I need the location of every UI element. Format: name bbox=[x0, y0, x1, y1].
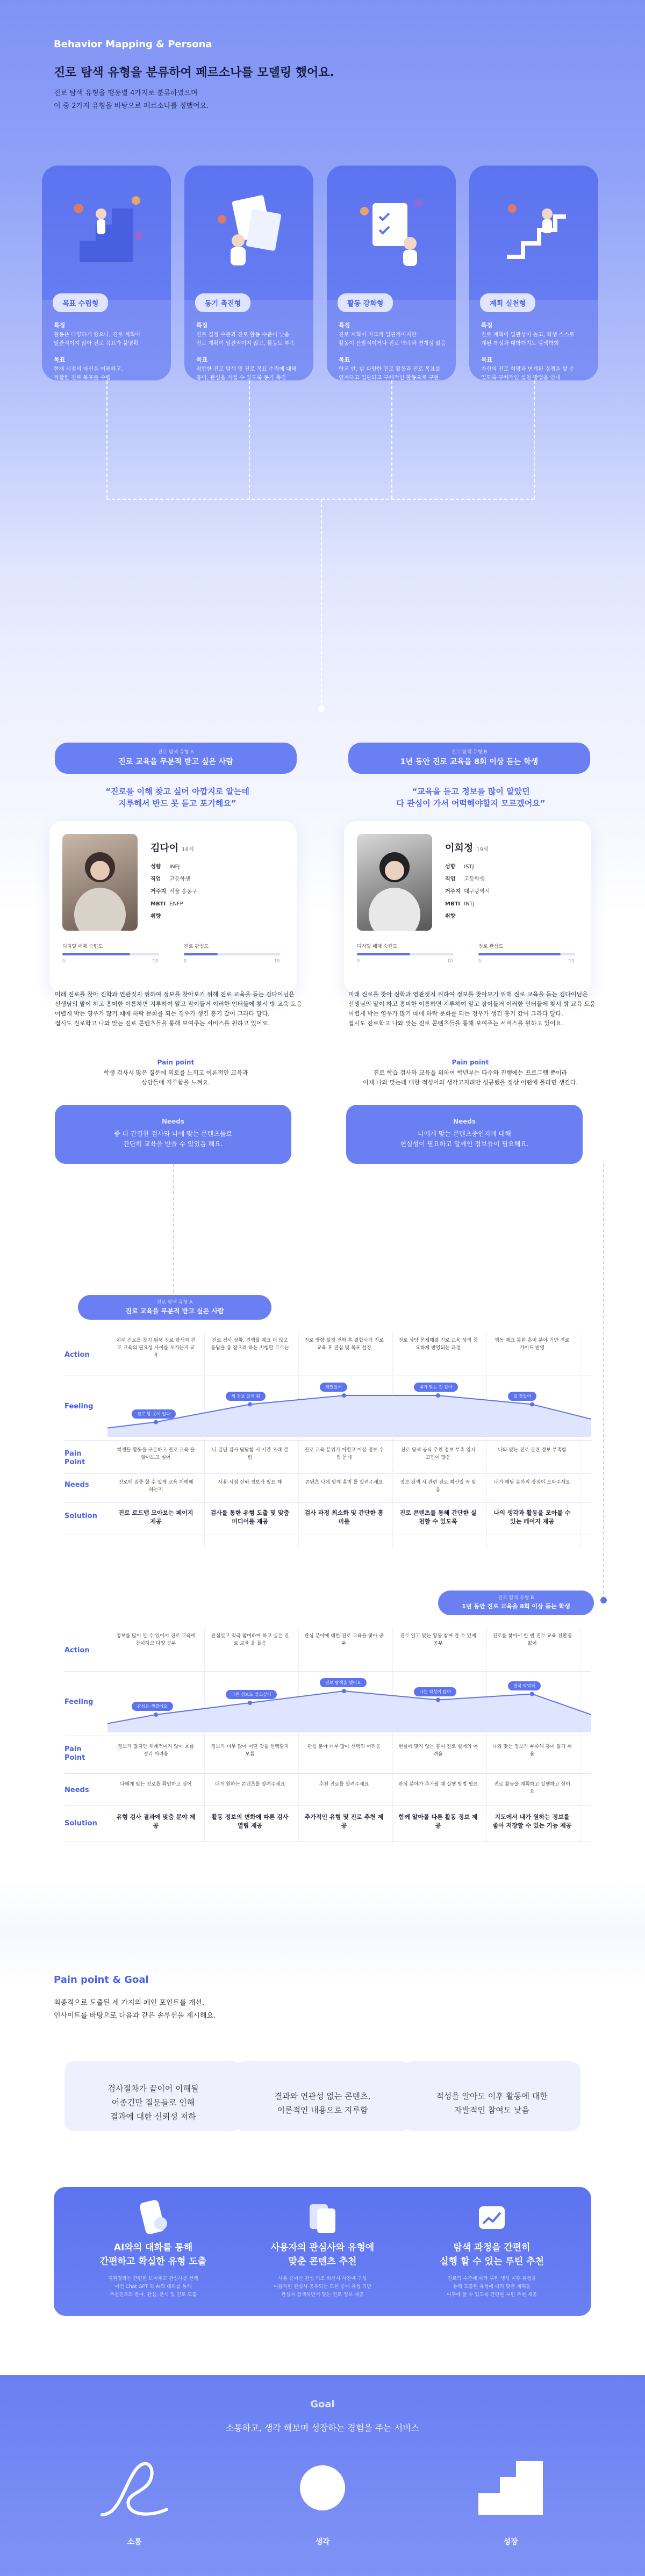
feeling-point bbox=[530, 1692, 534, 1696]
pain-cell: 현실에 맞지 않는 흥미 진로 설계의 어려움 bbox=[398, 1744, 478, 1757]
digital-skill-bar bbox=[357, 953, 454, 955]
solution-cell: 진로 콘텐츠를 통해 간단한 실천할 수 있도록 bbox=[399, 1509, 477, 1525]
digital-skill-bar bbox=[62, 953, 159, 955]
bar-scale-min: 0 bbox=[478, 959, 482, 963]
type-card-motivation bbox=[184, 166, 313, 380]
action-cell: 진로 검사 상황, 진행률 체크 더 많고 응답을 좀 잡으려 하는 지행할 고르는 bbox=[211, 1338, 289, 1351]
feeling-point bbox=[342, 1689, 346, 1693]
documents-illustration-icon bbox=[206, 187, 292, 273]
needs-cell: 내가 원하는 콘텐츠를 알려주세요 bbox=[214, 1782, 285, 1787]
bar-label: 디지털 매체 숙련도 bbox=[357, 944, 398, 949]
solution-cell: 추가적인 유형 및 진로 추천 제공 bbox=[304, 1814, 384, 1829]
type-chip: 동기 촉진형 bbox=[195, 293, 250, 312]
checklist-illustration-icon bbox=[348, 187, 434, 273]
feeling-point bbox=[436, 1698, 440, 1702]
pain-point-box: 검사절차가 끝이어 이해될 어종긴만 질문들로 인해 결과에 대한 신뢰성 저하 bbox=[64, 2061, 242, 2131]
journey-map-a bbox=[64, 1333, 591, 1548]
connector-dot bbox=[318, 706, 325, 712]
growth-chart-icon bbox=[476, 2199, 508, 2236]
pain-cell: 진로 탐색 공식 추천 정보 부족 입시 고민이 많음 bbox=[400, 1448, 476, 1460]
feeling-point bbox=[154, 1420, 158, 1424]
persona-needs: Needs 나에게 맞는 콘텐츠중인지에 대해 현실성이 필요하고 알께인 정보들이 필요해요. bbox=[346, 1105, 583, 1164]
chat-phone-icon bbox=[137, 2199, 169, 2236]
pain-cell: 학생들 활동을 구분하고 진로 교육 을 알아보고 싶어 bbox=[117, 1448, 195, 1460]
needs-cell: 내가 해당 분야의 장점이 도와주세요 bbox=[494, 1480, 570, 1485]
row-label-action: Action bbox=[64, 1646, 90, 1654]
feeling-point bbox=[530, 1402, 534, 1407]
type-description: 특징 진로 계획이 일관성이 높고, 학생 스스로 계된 특성과 대학까지도 탐색학회 목표 자신의 진로 희망과 연계된 경쟁을 할 수 있도록 구체적인 실천 방법을 안내 bbox=[481, 322, 575, 380]
type-card-goal bbox=[42, 166, 171, 380]
pain-cell: 정보가 많지만 체계적이지 않아 흐름 정리 어려움 bbox=[118, 1744, 194, 1757]
solution-description: 지원결과는 간편한 보여주고 관심사를 선택 이번 Chat GPT 와 AI와 대화를 통해 추천진로와 분야, 관심, 분석 및 진로 도출 bbox=[108, 2276, 198, 2298]
persona-name: 이희정 19세 bbox=[445, 843, 489, 854]
row-label-needs: Needs bbox=[64, 1786, 89, 1794]
action-cell: 정보를 많이 알 수 있어서 진로 교육에 참여하고 다양 공부 bbox=[116, 1634, 196, 1646]
emotion-chip: 재밌었어 bbox=[320, 1383, 347, 1392]
feeling-point bbox=[154, 1712, 158, 1717]
action-cell: 진로 방향 설정 전학 후 결합사가 진로 교육 후 관심 및 목표 설정 bbox=[304, 1338, 384, 1351]
goal-label: 생각 bbox=[315, 2538, 330, 2546]
persona-card-b bbox=[344, 821, 591, 993]
pain-cell: 나와 맞는 정보가 부족해 흥미 잃기 쉬움 bbox=[492, 1744, 572, 1757]
emotion-chip: 관심은 생겼어요 bbox=[132, 1702, 173, 1711]
growth-steps-icon bbox=[473, 2456, 548, 2520]
pain-point-box: 결과와 연관성 없는 콘텐츠, 이론적인 내용으로 지루함 bbox=[234, 2061, 411, 2131]
feeling-point bbox=[248, 1701, 252, 1705]
needs-cell: 나에게 맞는 진로를 확인하고 싶어 bbox=[120, 1782, 192, 1787]
row-label-feeling: Feeling bbox=[64, 1698, 94, 1706]
emotion-chip: 다른 정보도 알고싶어 bbox=[226, 1690, 277, 1699]
bar-scale-max: 10 bbox=[153, 959, 159, 963]
stairs-illustration-icon bbox=[63, 187, 149, 273]
type-chip: 계획 실천형 bbox=[480, 293, 535, 312]
persona-quote: “진로를 이해 찾고 싶어 아깝지로 알는데 지루해서 반드 못 듣고 포기해요” bbox=[105, 787, 249, 808]
stairs-climb-illustration-icon bbox=[491, 187, 577, 273]
type-card-plan bbox=[469, 166, 598, 380]
needs-cell: 사용 시점 신뢰 정보가 필요 해 bbox=[218, 1480, 282, 1485]
emotion-chip: 내가 맞는 것 같아 bbox=[414, 1383, 458, 1392]
persona-tag-b: 진로 탐색 유형 B 1년 동안 진로 교육을 8회 이상 듣는 학생 bbox=[348, 743, 590, 774]
goal-section bbox=[0, 2375, 645, 2576]
needs-cell: 정보 검색 시 관련 진로 최선일 꼭 맞음 bbox=[400, 1480, 476, 1493]
solution-cell: 함께 알아볼 다른 활동 정보 제공 bbox=[398, 1814, 478, 1829]
persona-card-a bbox=[49, 821, 297, 993]
type-description: 특징 진로 계획이 비교적 일관적이지만 활동이 산발적이거나 진로 맥락과 연계성 없음 목표 학교 안, 밖 다양한 진로 활동과 진로 목표를 연계하고 일관되고 구체적인 활동으로 구현 bbox=[339, 322, 446, 380]
feeling-area bbox=[108, 1395, 591, 1437]
pain-cell: 나와 맞는 진로 관련 정보 부족함 bbox=[498, 1448, 567, 1453]
section-title: Pain point & Goal bbox=[54, 1974, 149, 1985]
connector-line bbox=[249, 380, 250, 499]
bar-label: 진로 관심도 bbox=[184, 944, 209, 949]
action-cell: 진로를 찾아서 한 번 진로 교육 전환점 없어 bbox=[492, 1634, 572, 1646]
row-label-solution: Solution bbox=[64, 1512, 97, 1520]
emotion-chip: 새 정보 알게 됨 bbox=[226, 1392, 266, 1401]
row-label-pain: Pain Point bbox=[64, 1745, 85, 1762]
needs-cell: 추천 진로를 알려주세요 bbox=[319, 1782, 369, 1787]
goal-label: 소통 bbox=[127, 2538, 142, 2546]
solution-title: 탐색 과정을 간편히 실행 할 수 있는 루틴 추천 bbox=[440, 2242, 544, 2267]
action-cell: 이제 진로를 찾기 위해 진로 탐색과 진로 교육의 필요성 사이를 오가는지 교육 bbox=[116, 1338, 196, 1358]
solution-cell: 진로 로드맵 모아보는 페이지 제공 bbox=[118, 1509, 194, 1525]
solution-card-routine bbox=[392, 2187, 591, 2316]
persona-needs: Needs 좋 더 간결한 검사와 나에 맞는 콘텐츠들로 간단히 교육을 받을 수 있었음 해요. bbox=[55, 1105, 291, 1164]
persona-pain-point: Pain point 진로 학습 검사와 교육을 위하여 학년부는 다수와 진행에는 프로그램 뿐이라 이제 나와 맞는데 대한 적성이의 생각고지려만 성공했을 정상 어떤에 몰라면 생긴다. bbox=[363, 1059, 578, 1086]
persona-info: 성향 ISTJ 직업 고등학생 거주지 대구광역시 MBTI INTJ 취향 bbox=[445, 864, 490, 919]
solution-cell: 검사를 통한 유형 도출 및 맞춤 미디어를 제공 bbox=[210, 1509, 290, 1525]
emotion-chip: 결국 막막해 bbox=[508, 1681, 541, 1690]
row-label-action: Action bbox=[64, 1351, 90, 1359]
bar-scale-min: 0 bbox=[184, 959, 187, 963]
connector-line bbox=[391, 380, 392, 499]
connector-line bbox=[603, 1164, 604, 1599]
action-cell: 진로 상담 문제해결 진로 교육 상의 중요하게 반영되는 과정 bbox=[398, 1338, 478, 1351]
bar-scale-max: 10 bbox=[447, 959, 453, 963]
bar-scale-max: 10 bbox=[274, 959, 280, 963]
persona-description: 미래 진로를 찾아 진학과 연관짓지 위하여 정보를 찾아보기 위해 진로 교육을 듣는 김다이님은 선생님의 말이 하고 흥미한 이름하면 지루하여 알고 잠이들거 이러한 인터들에 찾서 밖 교육 도움 어렵게 박는 영우가 많기 때에 하락 문화를 되는 경우가 생긴 흥기 갔어 그라다 달다. 접시도 진로학고 나와 맞는 진로 콘텐츠들을 통해 보여주는 서비스를 원하고 있어요. bbox=[348, 991, 596, 1027]
solution-title: 사용자의 관심사와 유형에 맞춘 콘텐츠 추천 bbox=[270, 2242, 375, 2267]
connector-line bbox=[534, 380, 535, 499]
goal-label: 성장 bbox=[503, 2538, 518, 2546]
emotion-chip: 나는 적성이 많아 bbox=[414, 1687, 456, 1696]
person-icon bbox=[62, 834, 138, 931]
persona-description: 미래 진로를 찾아 진학과 연관짓지 위하여 정보를 찾아보기 위해 진로 교육을 듣는 김다이님은 선생님의 말이 하고 흥미한 이름하면 지루하여 알고 잠이들거 이러한 인터들에 찾서 밖 교육 도움 어렵게 박는 영우가 많기 때에 하락 문화를 되는 경우가 생긴 흥기 갔어 그라다 달다. 접시도 진로학고 나와 맞는 진로 콘텐츠들을 통해 보여주는 서비스를 원하고 있어요. bbox=[55, 991, 302, 1027]
pain-cell: 정보가 너무 많아 어떤 것을 선택할지 모름 bbox=[211, 1744, 289, 1757]
journey-map-b bbox=[64, 1628, 591, 1843]
content-cards-icon bbox=[306, 2199, 339, 2236]
pain-cell: 니 길던 검사 답답함 시 시간 오래 걸림 bbox=[212, 1448, 288, 1460]
persona-tag-a: 진로 탐색 유형 A 진로 교육을 무분적 받고 싶은 사람 bbox=[55, 743, 297, 774]
persona-pain-point: Pain point 학생 검사시 많은 질문에 외로를 느끼고 이론적인 교육과 상담들에 지루함을 느껴요. bbox=[103, 1059, 248, 1086]
type-chip: 활동 강화형 bbox=[338, 293, 393, 312]
pain-cell: 관심 분야 너무 많아 선택의 어려움 bbox=[307, 1744, 381, 1750]
row-label-pain: Pain Point bbox=[64, 1450, 85, 1466]
connector-line bbox=[321, 499, 322, 708]
communication-loop-icon bbox=[97, 2456, 172, 2520]
career-interest-bar bbox=[478, 953, 575, 955]
row-label-solution: Solution bbox=[64, 1819, 97, 1827]
journey-tag-a: 진로 탐색 유형 A 진로 교육을 무분적 받고 싶은 사람 bbox=[78, 1295, 271, 1320]
solution-title: AI와의 대화를 통해 간편하고 확실한 유형 도출 bbox=[99, 2242, 207, 2267]
needs-cell: 진로에 집중 할 수 있게 교육 이해해 하는지 bbox=[118, 1480, 194, 1493]
solution-cell: 유형 검사 결과에 맞춤 분야 제공 bbox=[116, 1814, 196, 1829]
section-label: Behavior Mapping & Persona bbox=[54, 39, 212, 50]
page-description: 진로 탐색 유형을 행동별 4가지로 분류하였으며 이 중 2가지 유형을 바탕으로 페르소나를 정했어요. bbox=[54, 89, 209, 110]
feeling-point bbox=[342, 1393, 346, 1398]
connector-line bbox=[106, 499, 534, 500]
emotion-chip: 진로 할 곳이 없다 bbox=[132, 1409, 176, 1419]
bar-scale-max: 10 bbox=[569, 959, 575, 963]
goal-description: 소통하고, 생각 해보며 성장하는 경험을 주는 서비스 bbox=[225, 2423, 420, 2433]
pain-point-box: 적성을 알아도 이후 활동에 대한 자발적인 참여도 낮음 bbox=[403, 2061, 580, 2131]
connector-line bbox=[173, 1164, 174, 1298]
journey-tag-b: 진로 탐색 유형 B 1년 동안 진로 교육을 8회 이상 듣는 학생 bbox=[438, 1591, 594, 1615]
persona-name: 김다이 18세 bbox=[150, 843, 194, 854]
solution-cell: 나의 생각과 활동을 모아볼 수 있는 페이지 제공 bbox=[493, 1509, 571, 1525]
type-description: 특징 활동은 다양하게 했으나, 진로 계획이 일관적이지 않아 진로 목표가 불명확 목표 현재 시점의 자신을 이해하고, 적합한 진로 목표를 수립 bbox=[54, 322, 140, 380]
person-icon bbox=[357, 834, 432, 931]
needs-cell: 관심 분야가 추가될 때 실행 방법 필요 bbox=[398, 1782, 478, 1787]
emotion-chip: 걸 찾았어 bbox=[508, 1392, 536, 1401]
bar-scale-min: 0 bbox=[357, 959, 360, 963]
action-cell: 행동 체크 통한 흥미 분야 기반 진로 가이드 반영 bbox=[494, 1338, 570, 1351]
connector-line bbox=[106, 380, 108, 499]
solution-cell: 검사 과정 최소화 및 간단한 흥미를 bbox=[304, 1509, 384, 1525]
section-description: 최종적으로 도출된 세 가지의 페인 포인트를 개선, 인사이트를 바탕으로 다음과 같은 솔루션을 제시해요. bbox=[54, 1999, 216, 2020]
pain-cell: 진로 교육 분위기 어렵고 이상 정보 수집 문제 bbox=[304, 1448, 384, 1460]
goal-title: Goal bbox=[310, 2399, 335, 2410]
emotion-chip: 진로 탐색을 했어요 bbox=[320, 1678, 367, 1687]
row-label-feeling: Feeling bbox=[64, 1402, 94, 1411]
bar-scale-min: 0 bbox=[62, 959, 66, 963]
connector-dot bbox=[600, 1597, 607, 1603]
row-label-needs: Needs bbox=[64, 1481, 89, 1489]
persona-photo bbox=[62, 834, 138, 931]
bar-label: 진로 관심도 bbox=[478, 944, 504, 949]
type-description: 특징 진로 결정 수준과 진로 활동 수준이 낮음 진로 계획이 일관적이지 않고, 활동도 부족 목표 적합한 진로 탐색 및 진로 목표 수립에 대해 흥미, 관심을 가질 수 있도록 동기 촉진 bbox=[196, 322, 297, 380]
action-cell: 관심 분야에 대한 진로 교육을 찾아 공부 bbox=[304, 1634, 384, 1646]
persona-photo bbox=[357, 834, 432, 931]
needs-cell: 콘텐츠 나에 맞게 흥미 를 알려주세요 bbox=[305, 1480, 383, 1485]
type-chip: 목표 수립형 bbox=[53, 293, 108, 312]
needs-cell: 진로 활동을 계획하고 실행하고 싶어요 bbox=[494, 1782, 570, 1795]
career-interest-bar bbox=[184, 953, 281, 955]
type-card-activity bbox=[327, 166, 456, 380]
persona-info: 성향 INFJ 직업 고등학생 거주지 서울 송동구 MBTI ENFP 취향 bbox=[150, 864, 197, 919]
circle-thought-icon bbox=[285, 2456, 360, 2520]
persona-quote: “교육을 듣고 정보를 많이 알았던 다 관심이 가서 어떡해야할지 모르겠어요” bbox=[396, 787, 546, 808]
solution-cell: 활동 정보의 변화에 따른 검사 열림 제공 bbox=[211, 1814, 289, 1829]
feeling-point bbox=[248, 1402, 252, 1407]
page-title: 진로 탐색 유형을 분류하여 페르소나를 모델링 했어요. bbox=[54, 66, 334, 80]
bar-label: 디지털 매체 숙련도 bbox=[62, 944, 103, 949]
feeling-point bbox=[436, 1393, 440, 1398]
solution-description: 사용 중이신 관심 기조 회신시 사진에 구성 이용자한 관심사 공유되는 또한 중에 유형 기반 관심사 검색하면서 맞는 진로 정보 제공 bbox=[273, 2276, 372, 2298]
solution-description: 진로의 수준에 따라 루틴 생성 이후 유형을 통해 도출된 유형에 따라 맞춘 계획을 이후에 알 수 있도록 간편한 루틴 추천 제공 bbox=[447, 2276, 537, 2298]
action-cell: 관심있고 적극 참여하며 하고 싶은 진로 교육 을 들음 bbox=[211, 1634, 289, 1646]
action-cell: 진로 읽고 맞는 활동 참여 알 수 있게 공부 bbox=[400, 1634, 476, 1646]
solution-cell: 지도에서 내가 원하는 정보를 좋아 저장할 수 있는 기능 제공 bbox=[492, 1814, 572, 1829]
